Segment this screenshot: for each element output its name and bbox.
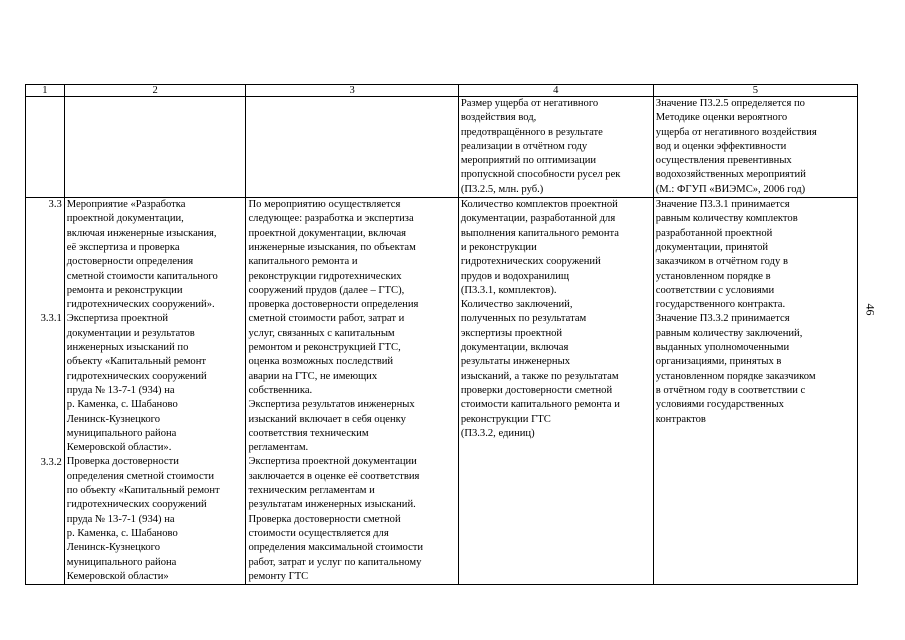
- item-indicators: Количество комплектов проектной документации, разработанной для выполнения капитального ремонта и реконструкции гидротехнических сооружений прудов и водохранилищ (П3.3.1, комплектов). Количество заключений, полученных по результатам экспертизы проектной документации, включая результаты инженерных изысканий, а также по результатам проверки достоверности сметной стоимости капитального ремонта и реконструкции ГТС (П3.3.2, единиц): [458, 198, 653, 585]
- item-description: По мероприятию осуществляется следующее: разработка и экспертиза проектной документации, включая инженерные изыскания, по объектам капитального ремонта и реконструкции гидротехнических сооружений прудов (далее – ГТС), проверка достоверности определения сметной стоимости работ, затрат и услуг, связанных с капитальным ремонтом и реконструкцией ГТС, оценка возможных последствий аварии на ГТС, не имеющих собственника. Экспертиза результатов инженерных изысканий включает в себя оценку соответствия техническим регламентам. Экспертиза проектной документации заключается в оценке её соответствия техническим регламентам и результатам инженерных изысканий. Проверка достоверности сметной стоимости осуществляется для определения максимальной стоимости работ, затрат и услуг по капитальному ремонту ГТС: [246, 198, 458, 585]
- item-number-3-3-2: 3.3.2: [40, 456, 62, 468]
- intro-col5-method: Значение П3.2.5 определяется по Методике оценки вероятного ущерба от негативного воздействия вод и оценки эффективности осуществления превентивных водохозяйственных мероприятий (М.: ФГУП «ВИЭМС», 2006 год): [653, 97, 857, 198]
- item-name-3-3: Мероприятие «Разработка проектной документации, включая инженерные изыскания, её экспертиза и проверка достоверности определения сметной стоимости капитального ремонта и реконструкции гидротехнических сооружений».: [66, 199, 218, 311]
- intro-col3: [246, 97, 458, 198]
- intro-col2: [64, 97, 246, 198]
- column-number-1: 1: [26, 85, 65, 97]
- item-names: [64, 198, 246, 585]
- column-number-5: 5: [653, 85, 857, 97]
- item-number-3-3-1: 3.3.1: [40, 313, 62, 325]
- intro-col1: [26, 97, 65, 198]
- table-row: [26, 97, 858, 198]
- table-row: [26, 198, 858, 585]
- document-table: [25, 84, 858, 585]
- page-number: 46: [863, 303, 878, 316]
- column-number-row: [26, 85, 858, 97]
- item-calculation-method: Значение П3.3.1 принимается равным количеству комплектов разработанной проектной документации, принятой заказчиком в отчётном году в установленном порядке в соответствии с условиями государственного контракта. Значение П3.3.2 принимается равным количеству заключений, выданных уполномоченными организациями, принятых в установленном порядке заказчиком в отчётном году в соответствии с условиями государственных контрактов: [653, 198, 857, 585]
- item-name-3-3-2: Проверка достоверности определения сметной стоимости по объекту «Капитальный ремонт гидротехнических сооружений пруда № 13-7-1 (934) на р. Каменка, с. Шабаново Ленинск-Кузнецкого муниципального района Кемеровской области»: [66, 456, 220, 582]
- column-number-4: 4: [458, 85, 653, 97]
- item-name-3-3-1: Экспертиза проектной документации и результатов инженерных изысканий по объекту «Капитальный ремонт гидротехнических сооружений пруда № 13-7-1 (934) на р. Каменка, с. Шабаново Ленинск-Кузнецкого муниципального района Кемеровской области».: [66, 313, 207, 454]
- spacer: [28, 327, 62, 456]
- intro-col4-indicator: Размер ущерба от негативного воздействия вод, предотвращённого в результате реализации в отчётном году мероприятий по оптимизации пропускной способности русел рек (П3.2.5, млн. руб.): [458, 97, 653, 198]
- column-number-3: 3: [246, 85, 458, 97]
- item-numbers: [26, 198, 65, 585]
- column-number-2: 2: [64, 85, 246, 97]
- item-number-3-3: 3.3: [48, 199, 62, 211]
- spacer: [28, 212, 62, 312]
